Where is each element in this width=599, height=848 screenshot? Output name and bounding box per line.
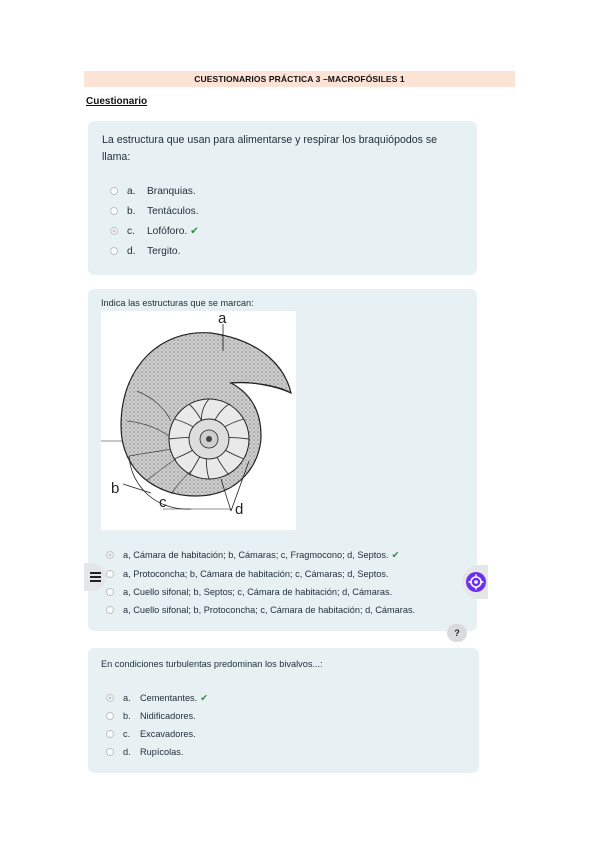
option-label: Rupícolas. [140, 747, 184, 757]
correct-check-icon: ✔ [200, 692, 208, 703]
radio-button[interactable] [106, 588, 114, 596]
question-2-text: Indica las estructuras que se marcan: [101, 298, 254, 308]
question-1-option-c[interactable] [110, 223, 199, 239]
option-label: a, Cuello sifonal; b, Protoconcha; c, Cámara de habitación; d, Cámaras. [123, 605, 416, 615]
radio-button[interactable] [106, 570, 114, 578]
radio-button[interactable] [106, 730, 114, 738]
radio-button[interactable] [106, 712, 114, 720]
radio-button[interactable] [110, 187, 118, 195]
option-label: a, Protoconcha; b, Cámara de habitación; c, Cámaras; d, Septos. [123, 569, 389, 579]
question-1-text: La estructura que usan para alimentarse y respirar los braquiópodos se llama: [102, 134, 438, 163]
question-1-option-b[interactable] [110, 203, 199, 219]
figure-label-d: d [235, 501, 244, 518]
correct-check-icon: ✔ [391, 549, 400, 560]
list-icon [90, 572, 101, 582]
radio-button[interactable] [110, 207, 118, 215]
nautilus-shell-drawing [101, 311, 296, 530]
page-title: CUESTIONARIOS PRÁCTICA 3 –MACROFÓSILES 1 [84, 71, 515, 87]
option-letter: b. [127, 205, 136, 217]
option-letter: d. [127, 245, 136, 257]
option-label: Branquias. [147, 185, 196, 197]
help-button[interactable]: ? [447, 624, 467, 642]
question-3-option-b[interactable] [106, 708, 196, 724]
option-letter: a. [123, 693, 131, 703]
question-3-option-d[interactable] [106, 744, 183, 760]
question-3-option-a[interactable] [106, 690, 208, 706]
section-title: Cuestionario [86, 96, 148, 107]
option-label: a, Cámara de habitación; b, Cámaras; c, Fragmocono; d, Septos. [123, 550, 389, 560]
option-letter: b. [123, 711, 131, 721]
question-2-option-1[interactable] [106, 547, 399, 563]
question-2-option-4[interactable] [106, 602, 415, 618]
option-letter: a. [127, 185, 136, 197]
radio-button[interactable] [106, 606, 114, 614]
figure-label-b: b [111, 480, 120, 497]
radio-button-selected[interactable] [110, 227, 118, 235]
radio-button[interactable] [106, 748, 114, 756]
option-label: Excavadores. [140, 729, 196, 739]
radio-button-selected[interactable] [106, 694, 114, 702]
question-1-option-a[interactable] [110, 183, 196, 199]
option-letter: c. [123, 729, 131, 739]
option-letter: c. [127, 225, 135, 237]
figure-label-c: c [159, 494, 167, 511]
question-3-text: En condiciones turbulentas predominan los bivalvos...: [101, 659, 323, 669]
question-2-option-2[interactable] [106, 566, 389, 582]
figure-label-a: a [218, 311, 227, 327]
question-card-1 [88, 121, 477, 275]
option-label: Lofóforo. [147, 225, 188, 237]
question-1-option-d[interactable] [110, 243, 180, 259]
option-label: Nidificadores. [140, 711, 196, 721]
question-2-option-3[interactable] [106, 584, 392, 600]
assistant-button[interactable] [462, 565, 488, 599]
option-letter: d. [123, 747, 131, 757]
option-label: Tentáculos. [147, 205, 199, 217]
correct-check-icon: ✔ [190, 225, 199, 237]
question-card-3 [88, 648, 479, 773]
radio-button-selected[interactable] [106, 551, 114, 559]
question-3-option-c[interactable] [106, 726, 196, 742]
option-label: a, Cuello sifonal; b, Septos; c, Cámara de habitación; d, Cámaras. [123, 587, 393, 597]
nautilus-shell-figure [101, 311, 296, 530]
assistant-icon [466, 572, 486, 592]
option-label: Tergito. [147, 245, 181, 257]
radio-button[interactable] [110, 247, 118, 255]
option-label: Cementantes. [140, 693, 198, 703]
